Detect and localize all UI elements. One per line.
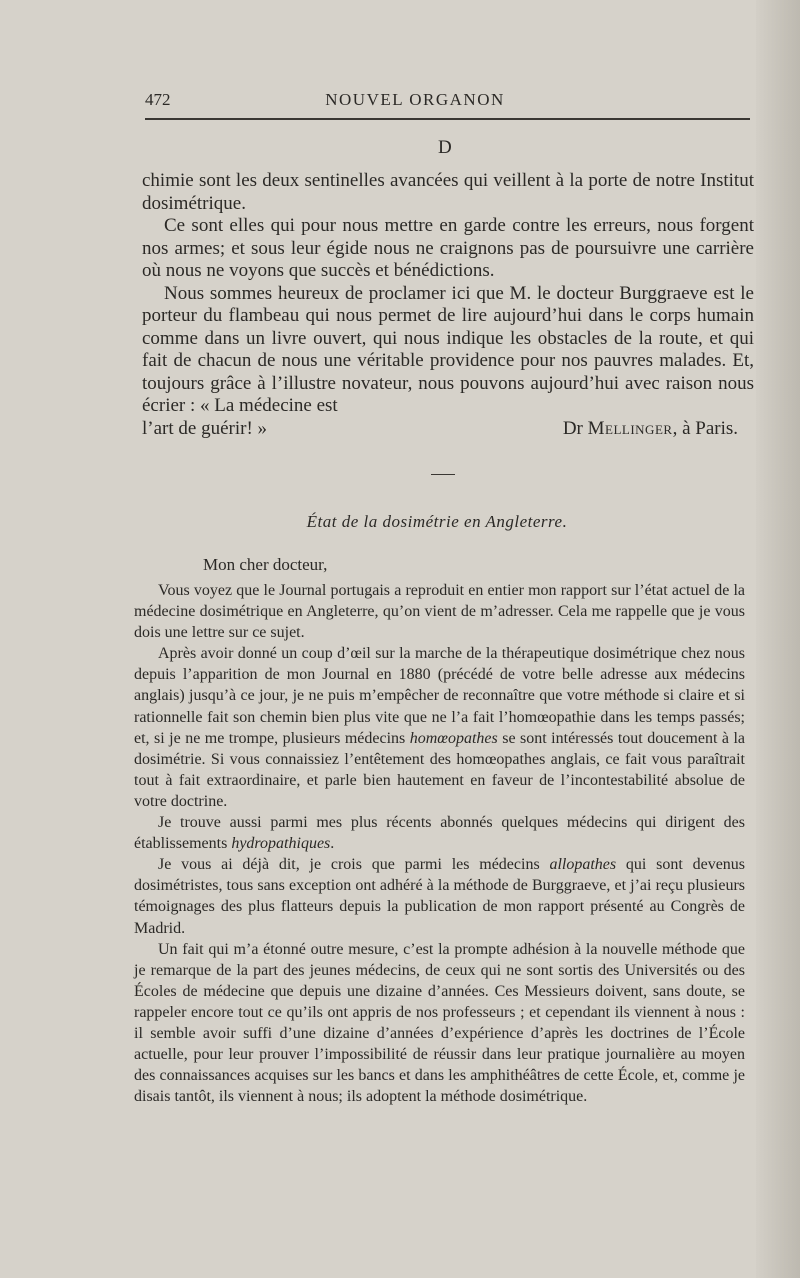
letter-england — [134, 580, 745, 1107]
author-name: Mellinger — [587, 417, 673, 439]
paragraph — [134, 812, 745, 854]
paragraph: Ce sont elles qui pour nous mettre en garde contre les erreurs, nous forgent nos armes; et sous leur égide nous ne craignons pas de poursuivre une carrière où nous ne voyons que succès et bénédictions. — [142, 215, 754, 281]
signature-mark: D — [438, 137, 452, 158]
signature-line — [142, 418, 754, 442]
letter-mellinger — [142, 170, 754, 442]
section-divider — [431, 474, 455, 475]
author-place: , à Paris. — [672, 417, 738, 439]
paragraph — [134, 854, 745, 938]
paragraph: Nous sommes heureux de proclamer ici que M. le docteur Burggraeve est le porteur du flambeau qui nous permet de lire aujourd’hui dans le corps humain comme dans un livre ouvert, qui nous indique les obstacles de la route, et qui fait de chacun de nous une véritable providence pour nos pauvres malades. Et, toujours grâce à l’illustre novateur, nous pouvons aujourd’hui avec raison nous écrier : « La médecine est — [142, 282, 754, 416]
text-run: qui sont devenus dosimétristes, tous sans exception ont adhéré à la méthode de Burggraeve, et j’ai reçu plusieurs témoignages des plus flatteurs depuis la publication de mon rapport présenté au Congrès de Madrid. — [134, 856, 746, 937]
italic-term: hydropathiques — [231, 835, 331, 853]
section-title: État de la dosimétrie en Angleterre. — [306, 512, 568, 531]
author-signature — [563, 418, 738, 441]
salutation: Mon cher docteur, — [203, 555, 328, 574]
paragraph: Vous voyez que le Journal portugais a reproduit en entier mon rapport sur l’état actuel de la médecine dosimétrique en Angleterre, qu’on vient de m’adresser. Cela me rappelle que je vous dois une lettre sur ce sujet. — [134, 582, 745, 642]
text-run: Après avoir donné un coup d’œil sur la marche de la thérapeutique dosimétrique chez nous depuis l’apparition de mon Journal en 1880 (précédé de votre belle adresse aux médecins anglais) jusqu’à ce jour, je ne puis m’empêcher de reconnaître que votre méthode si claire et si rationnelle fait son chemin bien plus vite que ne l’a fait l’homœopathie dans les temps passés; et, si je ne me trompe, plusieurs médecins — [134, 645, 745, 747]
paragraph — [134, 643, 745, 812]
italic-term: allopathes — [549, 856, 617, 874]
page-number: 472 — [145, 90, 171, 109]
text-run: Je trouve aussi parmi mes plus récents abonnés quelques médecins qui dirigent des établissements — [134, 814, 745, 853]
page-edge-shadow — [756, 0, 800, 1278]
header-rule — [145, 118, 750, 120]
page-header — [145, 90, 750, 114]
closing-text: l’art de guérir! » — [142, 417, 268, 439]
paragraph: chimie sont les deux sentinelles avancées qui veillent à la porte de notre Institut dosimétrique. — [142, 170, 754, 214]
italic-term: homœopathes — [409, 729, 498, 747]
text-run: . — [330, 835, 335, 853]
author-title: Dr — [562, 417, 583, 439]
text-run: Je vous ai déjà dit, je crois que parmi les médecins — [158, 856, 540, 874]
running-title: NOUVEL ORGANON — [325, 90, 505, 109]
paragraph: Un fait qui m’a étonné outre mesure, c’est la prompte adhésion à la nouvelle méthode que je remarque de la part des jeunes médecins, de ceux qui ne sont sortis des Universités ou des Écoles de médecine que depuis une dizaine d’années. Ces Messieurs doivent, sans doute, se rappeler encore tout ce qu’ils ont appris de nos professeurs ; et cependant ils viennent à nous : il semble avoir suffi d’une dizaine d’années d’expérience d’après les doctrines de l’École actuelle, pour leur prouver l’impossibilité de réussir dans leur pratique journalière au moyen des connaissances acquises sur les bancs et dans les amphithéâtres de cette École, et, comme je disais tantôt, ils viennent à nous; ils adoptent la méthode dosimétrique. — [134, 940, 745, 1106]
text-run: se sont intéressés tout doucement à la dosimétrie. Si vous connaissiez l’entêtement des homœopathes anglais, ce fait vous paraîtrait tout à fait extraordinaire, et parle bien hautement en faveur de l’incontestabilité absolue de votre doctrine. — [134, 729, 746, 810]
